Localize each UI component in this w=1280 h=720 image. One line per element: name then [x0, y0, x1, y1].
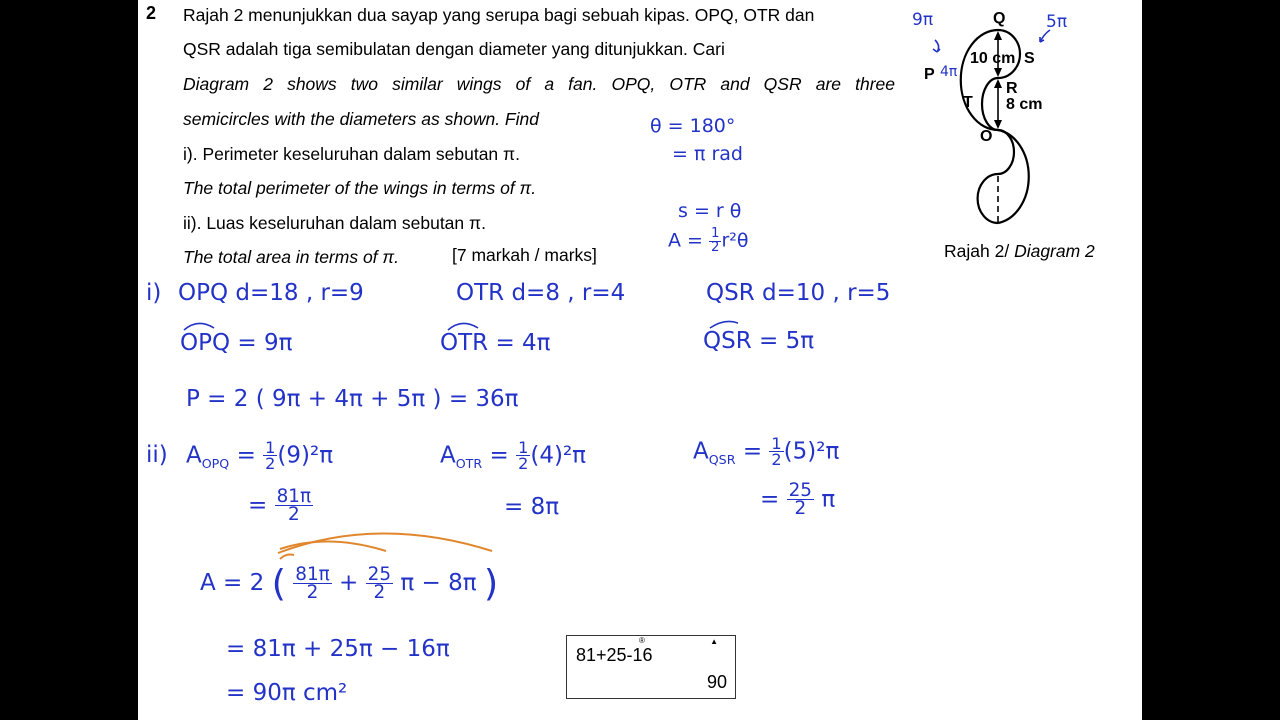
- dimension-8cm: 8 cm: [1006, 96, 1043, 113]
- fan-wings-figure: [910, 8, 1140, 238]
- label-r: R: [1006, 80, 1018, 97]
- otr-definition: OTR d=8 , r=4: [456, 280, 626, 306]
- half-den: 2: [265, 454, 276, 474]
- frac-den: 2: [306, 582, 319, 603]
- a-qsr-rhs: (5)²π: [783, 438, 840, 465]
- note-theta: θ = 180°: [650, 115, 736, 137]
- area-otr: [440, 440, 586, 472]
- a-qsr-lhs: A: [693, 438, 709, 465]
- frac-num: 81π: [276, 486, 312, 507]
- calculator-result: 90: [706, 672, 727, 692]
- highlight-arc-tick: [280, 555, 294, 560]
- half-den: 2: [771, 450, 782, 470]
- total-fraction-2: [366, 563, 393, 603]
- note-area-formula: [668, 228, 749, 254]
- arrow-down-r: [994, 68, 1002, 77]
- eq-sign: =: [742, 438, 763, 465]
- pi-symbol: π: [821, 486, 836, 513]
- opq-definition: OPQ d=18 , r=9: [178, 280, 364, 306]
- caption-en: Diagram 2: [1014, 241, 1095, 261]
- label-s: S: [1024, 50, 1035, 67]
- qsr-definition: QSR d=10 , r=5: [706, 280, 891, 306]
- arc-mark-opq: [184, 323, 214, 330]
- area-qsr-fraction: [787, 482, 814, 518]
- qsr-arc-length: QSR = 5π: [703, 328, 815, 354]
- total-lhs: A = 2: [200, 570, 265, 596]
- opq-arc-length: OPQ = 9π: [180, 330, 293, 356]
- diagram-caption: [944, 240, 1095, 262]
- label-p: P: [924, 66, 935, 83]
- half-fraction: [769, 436, 783, 468]
- half-den: 2: [518, 454, 529, 474]
- half-num: 1: [711, 226, 720, 241]
- frac-den: 2: [287, 504, 300, 526]
- area-opq-fraction: [275, 488, 313, 524]
- calculator-expression: 81+25-16: [576, 645, 653, 665]
- a-opq-sub: OPQ: [201, 455, 230, 471]
- area-opq-result: [248, 488, 313, 524]
- area-formula-lhs: A =: [668, 229, 703, 252]
- frac-num: 25: [788, 480, 812, 501]
- caption-ms: Rajah 2/: [944, 241, 1010, 261]
- half-fraction: [516, 440, 530, 472]
- hw-arrow-9pi: [933, 40, 940, 52]
- area-formula-tail: r²θ: [721, 229, 749, 252]
- arrow-up-q: [994, 31, 1002, 40]
- question-number: 2: [146, 3, 157, 23]
- eq-sign: =: [760, 486, 780, 513]
- perimeter-result: P = 2 ( 9π + 4π + 5π ) = 36π: [186, 386, 519, 412]
- question-ms-line1: Rajah 2 menunjukkan dua sayap yang serupa bagi sebuah kipas. OPQ, OTR dan: [183, 5, 815, 25]
- eq-sign: =: [248, 492, 268, 519]
- a-opq-rhs: (9)²π: [277, 442, 334, 469]
- total-tail: π − 8π: [400, 570, 477, 596]
- a-otr-sub: OTR: [455, 455, 483, 471]
- question-en-line2: semicircles with the diameters as shown. Find: [183, 109, 539, 129]
- area-qsr-result: [760, 482, 835, 518]
- arc-mark-qsr: [710, 321, 738, 328]
- arc-mark-otr: [448, 323, 478, 330]
- a-opq-lhs: A: [186, 442, 202, 469]
- half-den: 2: [711, 239, 720, 255]
- label-t: T: [963, 94, 973, 111]
- area-formula-half: [709, 228, 721, 254]
- fan-diagram: [910, 8, 1140, 238]
- area-otr-result: = 8π: [504, 494, 560, 520]
- a-otr-lhs: A: [440, 442, 456, 469]
- frac-den: 2: [794, 498, 807, 520]
- total-area-line3: = 90π cm²: [226, 680, 348, 706]
- frac-num: 81π: [295, 563, 330, 585]
- area-qsr: [693, 436, 839, 468]
- highlight-arcs: [268, 525, 508, 565]
- hw-9pi: 9π: [912, 10, 934, 30]
- eq-sign: =: [236, 442, 256, 469]
- open-paren: (: [271, 562, 286, 605]
- area-opq: [186, 440, 333, 472]
- part1-en: The total perimeter of the wings in terms of π.: [183, 178, 537, 198]
- label-o: O: [980, 128, 993, 145]
- dimension-10cm: 10 cm: [970, 50, 1016, 67]
- half-num: 1: [265, 438, 276, 457]
- hw-4pi: 4π: [940, 64, 958, 80]
- part2-en: The total area in terms of π.: [183, 247, 399, 267]
- frac-den: 2: [373, 582, 386, 603]
- hw-5pi: 5π: [1046, 12, 1068, 32]
- calculator-mark: ®: [639, 636, 645, 645]
- question-ms-line2: QSR adalah tiga semibulatan dengan diameter yang ditunjukkan. Cari: [183, 39, 725, 59]
- note-arc-formula: s = r θ: [678, 200, 742, 222]
- half-num: 1: [771, 434, 782, 453]
- total-area-expression: [200, 562, 498, 605]
- question-en-line1: Diagram 2 shows two similar wings of a fan. OPQ, OTR and QSR are three: [183, 74, 895, 94]
- arrow-down-o: [994, 120, 1002, 129]
- frac-num: 25: [367, 563, 392, 585]
- part1-label: i): [146, 280, 162, 306]
- a-otr-rhs: (4)²π: [530, 442, 587, 469]
- label-q: Q: [993, 10, 1006, 27]
- plus-sign: +: [339, 570, 359, 596]
- arc-lower-mid: [978, 174, 998, 223]
- total-area-line2: = 81π + 25π − 16π: [226, 636, 450, 662]
- total-fraction-1: [293, 563, 331, 603]
- marks-label: [7 markah / marks]: [452, 245, 597, 265]
- arc-marks: [178, 318, 738, 334]
- worksheet-page: [138, 0, 1142, 720]
- calculator-indicator: ▲: [710, 637, 718, 646]
- half-num: 1: [518, 438, 529, 457]
- close-paren: ): [483, 562, 499, 605]
- calculator-display: [566, 635, 736, 699]
- eq-sign: =: [489, 442, 509, 469]
- part2-label: ii): [146, 442, 168, 468]
- half-fraction: [263, 440, 277, 472]
- a-qsr-sub: QSR: [708, 451, 736, 467]
- otr-arc-length: OTR = 4π: [440, 330, 551, 356]
- part1-ms: i). Perimeter keseluruhan dalam sebutan π.: [183, 144, 520, 164]
- part2-ms: ii). Luas keseluruhan dalam sebutan π.: [183, 213, 486, 233]
- arrow-up-r: [994, 79, 1002, 88]
- note-rad: = π rad: [672, 143, 743, 165]
